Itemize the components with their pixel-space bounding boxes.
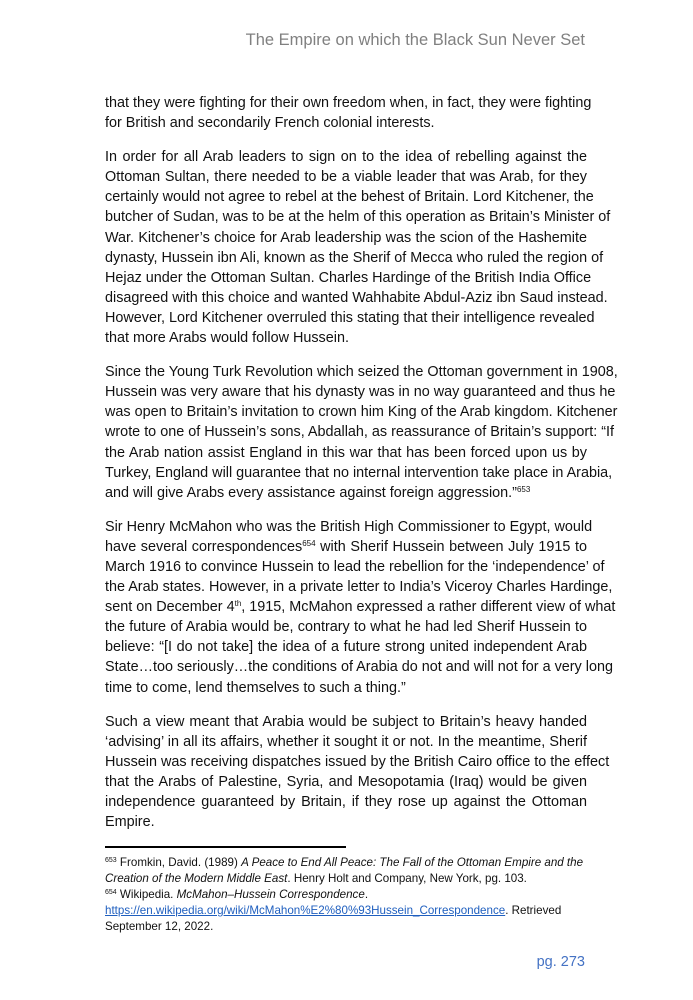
text-line: the future of Arabia would be, contrary to what he had led Sherif Hussein to [105, 619, 587, 636]
text-line: time to come, lend themselves to such a thing.” [105, 679, 406, 696]
text-line: State…too seriously…the conditions of Arabia do not and will not for a very long [105, 659, 613, 676]
text-line: ‘advising’ in all its affairs, whether it sought it or not. In the meantime, Sherif [105, 733, 587, 750]
text-line: wrote to one of Hussein’s sons, Abdallah, as reassurance of Britain’s support: “If [105, 424, 615, 441]
text-line: disagreed with this choice and wanted Wahhabite Abdul-Aziz ibn Saud instead. [105, 289, 608, 306]
text-line: Hussein was very aware that his dynasty was in no way guaranteed and thus he [105, 384, 616, 401]
text-line: butcher of Sudan, was to be at the helm of this operation as Britain’s Minister of [105, 209, 611, 226]
footnote-separator [105, 846, 346, 848]
wikipedia-link[interactable]: https://en.wikipedia.org/wiki/McMahon%E2%80%93Hussein_Correspondence [105, 904, 506, 917]
paragraph [105, 712, 610, 833]
text-line: March 1916 to convince Hussein to lead the rebellion for the ‘independence’ of [105, 558, 605, 575]
text-line: that they were fighting for their own freedom when, in fact, they were fighting [105, 95, 592, 111]
text-line: that more Arabs would follow Hussein. [105, 330, 349, 347]
text-line: certainly would not agree to rebel at the behest of Britain. Lord Kitchener, the [105, 189, 594, 206]
paragraph [105, 362, 618, 503]
text-line: Sir Henry McMahon who was the British High Commissioner to Egypt, would [105, 518, 593, 535]
paragraph [105, 517, 616, 698]
superscript: 653 [516, 484, 531, 494]
text-line: sent on December 4th, 1915, McMahon expressed a rather different view of what [105, 599, 616, 616]
body-text [105, 93, 618, 846]
text-line: the Arab nation assist England in this war that has been forced upon us by [105, 444, 587, 461]
paragraph [105, 93, 592, 133]
footnote-653: $^{653}$ Fromkin, David. (1989) A Peace to End All Peace: The Fall of the Ottoman Empire and the Creation of the Modern Middle East. Henry Holt and Company, New York, pg. 103. [105, 856, 584, 885]
superscript: 654 [302, 538, 316, 548]
text-line: for British and secondarily French colonial interests. [105, 115, 435, 132]
text-line: independence guaranteed by Britain, if they rose up against the Ottoman [105, 794, 587, 810]
text-line: Ottoman Sultan, there needed to be a viable leader that was Arab, for they [105, 169, 587, 186]
text-line: Since the Young Turk Revolution which seized the Ottoman government in 1908, [105, 364, 618, 381]
footnote-654: $^{654}$ Wikipedia. McMahon–Hussein Correspondence. https://en.wikipedia.org/wiki/McMahon%E2%80%93Hussein_Correspondence. Retrieved September 12, 2022. [105, 888, 562, 933]
text-line: War. Kitchener’s choice for Arab leadership was the scion of the Hashemite [105, 229, 587, 246]
page-number: pg. 273 [536, 954, 585, 970]
text-line: Hussein was receiving dispatches issued by the British Cairo office to the effect [105, 753, 610, 770]
text-line: Turkey, England will guarantee that no internal intervention take place in Arabia, [105, 464, 613, 481]
paragraph [105, 147, 611, 348]
text-line: was open to Britain’s invitation to crown him King of the Arab kingdom. Kitchener [105, 404, 618, 421]
text-line: and will give Arabs every assistance against foreign aggression.”$^{653}$ [105, 484, 531, 501]
text-line: that the Arabs of Palestine, Syria, and Mesopotamia (Iraq) would be given [105, 773, 587, 790]
running-header: The Empire on which the Black Sun Never Set [245, 31, 585, 49]
superscript: th [234, 599, 242, 609]
text-line: Empire. [105, 814, 155, 831]
text-line: In order for all Arab leaders to sign on to the idea of rebelling against the [105, 149, 587, 166]
text-line: Hejaz under the Ottoman Sultan. Charles Hardinge of the British India Office [105, 269, 592, 286]
text-line: dynasty, Hussein ibn Ali, known as the Sherif of Mecca who ruled the region of [105, 249, 604, 266]
text-line: However, Lord Kitchener overruled this stating that their intelligence revealed [105, 309, 595, 326]
text-line: Such a view meant that Arabia would be subject to Britain’s heavy handed [105, 713, 587, 730]
text-line: believe: “[I do not take] the idea of a future strong united independent Arab [105, 639, 587, 656]
footnotes [105, 855, 595, 935]
text-line: the Arab states. However, in a private letter to India’s Viceroy Charles Hardinge, [105, 579, 613, 596]
text-line: have several correspondences$^{654}$ with Sherif Hussein between July 1915 to [105, 538, 587, 555]
